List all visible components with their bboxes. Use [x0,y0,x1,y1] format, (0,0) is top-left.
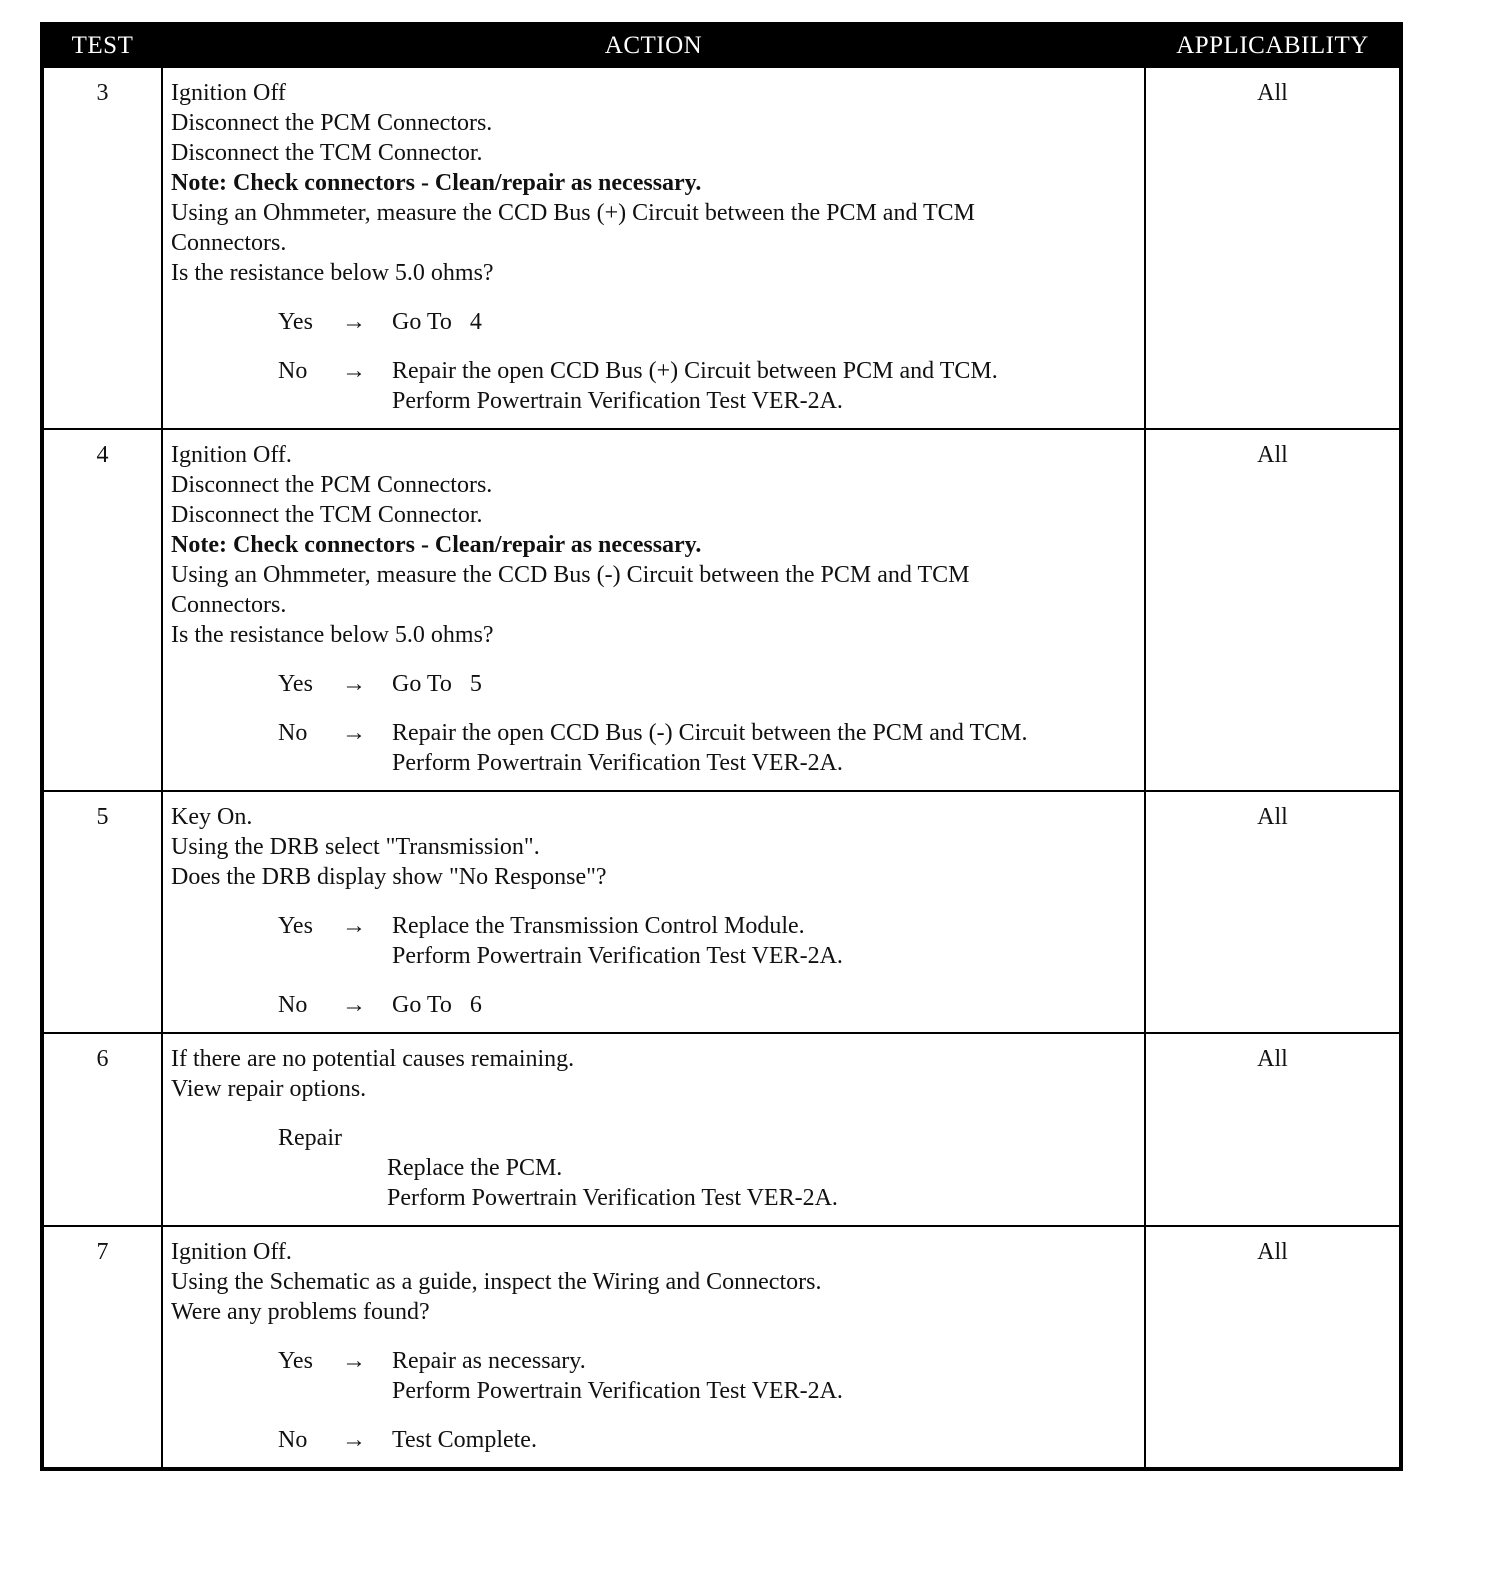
result-line: Repair the open CCD Bus (-) Circuit between the PCM and TCM. [392,720,1028,746]
no-branch [171,718,1144,778]
no-branch [171,990,1144,1020]
test-number: 5 [42,791,162,1033]
no-branch [171,356,1144,416]
table-row [42,67,1401,429]
table-row [42,429,1401,791]
test-number: 6 [42,1033,162,1226]
arrow-icon: → [342,1427,366,1453]
action-line: Note: Check connectors - Clean/repair as necessary. [171,532,702,558]
action-line: Ignition Off [171,80,286,106]
action-cell [162,67,1145,429]
action-line: Using an Ohmmeter, measure the CCD Bus (+) Circuit between the PCM and TCM [171,200,976,226]
applicability-value: All [1145,1033,1401,1226]
action-cell [162,1033,1145,1226]
action-line: Were any problems found? [171,1299,430,1325]
yes-label: Yes [278,1348,313,1374]
yes-branch [171,669,1144,699]
action-line: Disconnect the PCM Connectors. [171,472,493,498]
table-row [42,791,1401,1033]
arrow-icon: → [342,671,366,697]
action-line: Key On. [171,804,253,830]
result-line: Go To 4 [392,309,482,335]
action-line: Disconnect the TCM Connector. [171,502,483,528]
result-line: Test Complete. [392,1427,537,1453]
arrow-icon: → [342,1348,366,1374]
action-line: Using the DRB select "Transmission". [171,834,540,860]
diagnostic-test-table [40,22,1403,1471]
no-label: No [278,720,308,746]
action-line: Connectors. [171,230,287,256]
yes-result [392,307,1144,337]
action-cell [162,429,1145,791]
action-line: Ignition Off. [171,442,292,468]
result-line: Perform Powertrain Verification Test VER-2A. [392,1378,843,1404]
yes-label: Yes [278,913,313,939]
yes-result [392,911,1144,971]
arrow-icon: → [342,358,366,384]
action-line: Note: Check connectors - Clean/repair as necessary. [171,170,702,196]
action-line: Is the resistance below 5.0 ohms? [171,260,494,286]
header-test: TEST [42,24,162,67]
yes-branch [171,911,1144,971]
header-applicability: APPLICABILITY [1145,24,1401,67]
result-line: Replace the Transmission Control Module. [392,913,805,939]
applicability-value: All [1145,791,1401,1033]
applicability-value: All [1145,67,1401,429]
action-line: Ignition Off. [171,1239,292,1265]
action-line: Disconnect the TCM Connector. [171,140,483,166]
arrow-icon: → [342,720,366,746]
test-number: 4 [42,429,162,791]
action-line: Does the DRB display show "No Response"? [171,864,607,890]
yes-label: Yes [278,309,313,335]
yes-branch [171,1346,1144,1406]
header-action: ACTION [162,24,1145,67]
action-cell [162,1226,1145,1469]
no-result [392,356,1144,416]
applicability-value: All [1145,1226,1401,1469]
action-cell [162,791,1145,1033]
arrow-icon: → [342,913,366,939]
repair-options [171,1123,1144,1213]
arrow-icon: → [342,309,366,335]
yes-branch [171,307,1144,337]
action-line: Connectors. [171,592,287,618]
yes-result [392,669,1144,699]
table-header-row [42,24,1401,67]
repair-step: Perform Powertrain Verification Test VER-2A. [387,1185,838,1211]
repair-step: Replace the PCM. [387,1155,563,1181]
no-result [392,718,1144,778]
action-line: Disconnect the PCM Connectors. [171,110,493,136]
action-line: If there are no potential causes remaining. [171,1046,575,1072]
no-branch [171,1425,1144,1455]
action-line: Using an Ohmmeter, measure the CCD Bus (-) Circuit between the PCM and TCM [171,562,970,588]
no-label: No [278,1427,308,1453]
result-line: Go To 5 [392,671,482,697]
no-label: No [278,358,308,384]
result-line: Perform Powertrain Verification Test VER-2A. [392,943,843,969]
result-line: Perform Powertrain Verification Test VER-2A. [392,388,843,414]
arrow-icon: → [342,992,366,1018]
test-number: 7 [42,1226,162,1469]
no-result [392,1425,1144,1455]
table-row [42,1226,1401,1469]
result-line: Go To 6 [392,992,482,1018]
table-row [42,1033,1401,1226]
result-line: Repair the open CCD Bus (+) Circuit between PCM and TCM. [392,358,998,384]
action-line: Using the Schematic as a guide, inspect the Wiring and Connectors. [171,1269,822,1295]
action-line: View repair options. [171,1076,367,1102]
repair-steps [387,1153,1144,1213]
no-result [392,990,1144,1020]
no-label: No [278,992,308,1018]
test-number: 3 [42,67,162,429]
yes-result [392,1346,1144,1406]
result-line: Repair as necessary. [392,1348,586,1374]
yes-label: Yes [278,671,313,697]
action-line: Is the resistance below 5.0 ohms? [171,622,494,648]
result-line: Perform Powertrain Verification Test VER-2A. [392,750,843,776]
applicability-value: All [1145,429,1401,791]
repair-label: Repair [278,1125,342,1151]
